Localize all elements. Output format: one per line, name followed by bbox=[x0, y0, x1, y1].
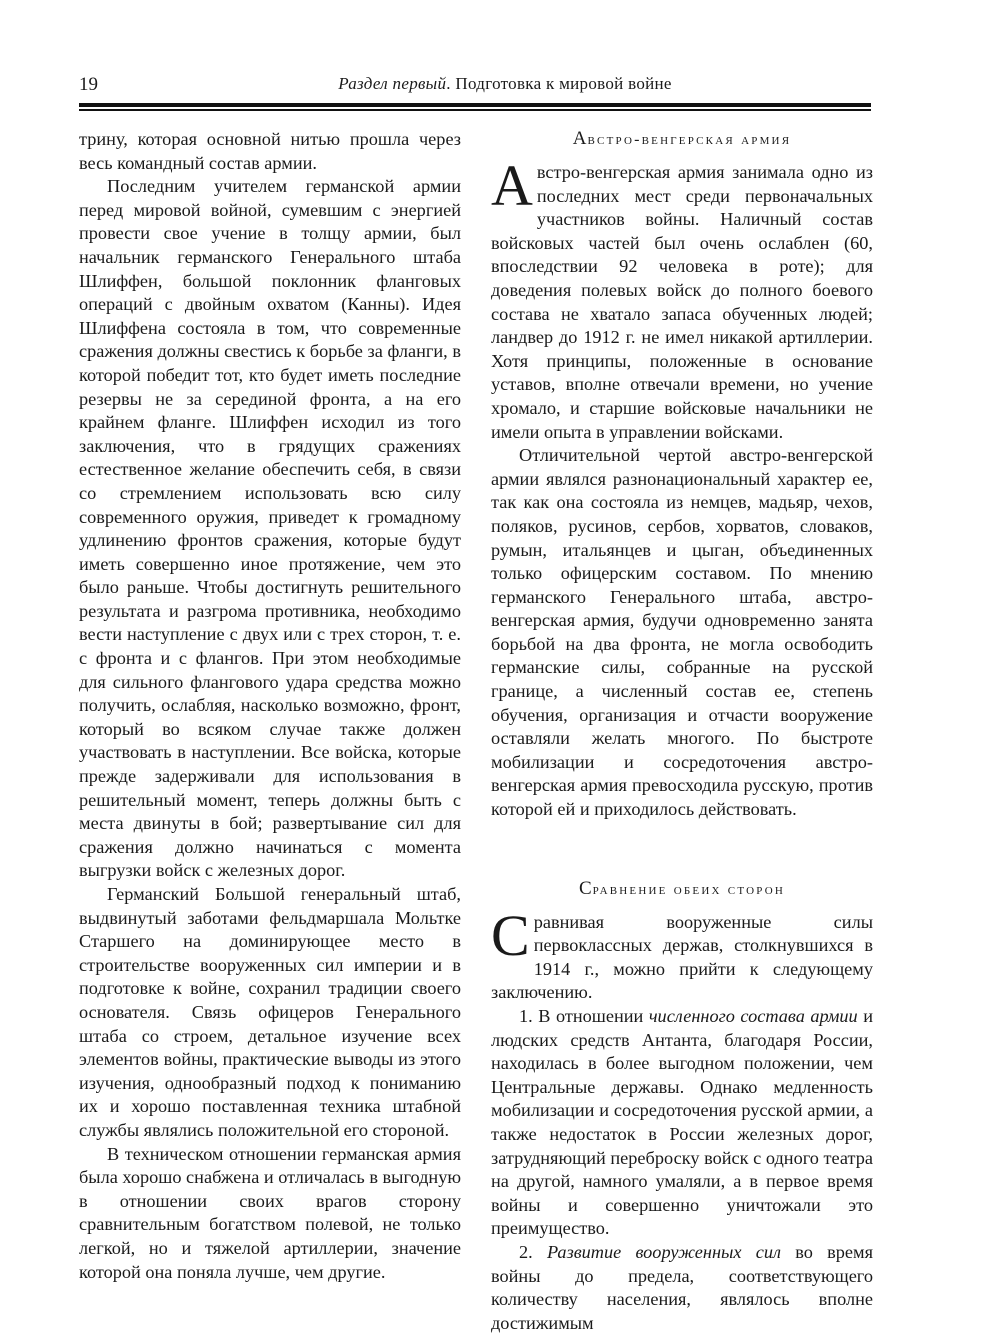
left-column bbox=[79, 128, 461, 1284]
paragraph: Отличительной чертой австро-венгерской армии являлся разнонациональный характер ее, так как она состояла из немцев, мадьяр, чехов, поляков, русинов, сербов, хорватов, словаков, румын, итальянцев и цыган, объединенных только офицерским составом. По мнению германского Генерального штаба, австро-венгерская армия, будучи одновременно занята борьбой на два фронта, не могла освободить германские силы, собранные на русской границе, а численный состав ее, степень обучения, организация и отчасти вооружение оставляли желать многого. По быстроте мобилизации и сосредоточения австро-венгерская армия превосходила русскую, против которой ей и приходилось действовать. bbox=[491, 445, 873, 820]
section-heading-comparison: Сравнение обеих сторон bbox=[578, 877, 785, 899]
paragraph: Германский Большой генеральный штаб, выдвинутый заботами фельдмаршала Мольтке Старшего на доминирующее место в строительстве вооруженных сил империи и в подготовке к войне, сохранил традиции своего основателя. Связь офицеров Генерального штаба со строем, детальное изучение всех элементов войны, практические выводы из этого изучения, однообразный подход к пониманию их и хорошо поставленная техника штабной службы являлись положительной его стороной. bbox=[79, 884, 461, 1140]
numbered-paragraph: 2. Развитие вооруженных сил во время войны до предела, соответствующего количеству населения, являлось вполне достижимым bbox=[491, 1241, 873, 1333]
right-column bbox=[491, 128, 873, 1335]
section-heading-austro-hungarian-army: Австро-венгерская армия bbox=[572, 128, 792, 149]
drop-cap: С bbox=[491, 902, 530, 968]
paragraph: Австро-венгерская армия занимала одно из последних мест среди первоначальных участников войны. Наличный состав войсковых частей был очень ослаблен (60, впоследствии 92 человека в роте); для доведения полевых войск до полного боевого состава не хватало запаса обученных людей; ландвер до 1912 г. не имел никакой артиллерии. Хотя принципы, положенные в основание уставов, вполне отвечали времени, но учение хромало, и старшие войсковые начальники не имели опыта в управлении войсками. bbox=[491, 153, 873, 442]
paragraph: В техническом отношении германская армия была хорошо снабжена и отличалась в выгодную в отношении своих врагов сторону сравнительным богатством полевой, не только легкой, но и тяжелой артиллерии, значение которой она поняла лучше, чем другие. bbox=[79, 1143, 461, 1282]
paragraph: Последним учителем германской армии перед мировой войной, сумевшим с энергией провести свое учение в толщу армии, был начальник германского Генерального штаба Шлиффен, большой поклонник фланговых операций с двойным охватом (Канны). Идея Шлиффена состояла в том, что современные сражения должны свестись к борьбе за фланги, в которой победит тот, кто будет иметь последние резервы не за серединой фронта, а на его крайнем фланге. Шлиффен исходил из того заключения, что в грядущих сражениях естественное желание обеспечить себя, в связи со стремлением использовать всю силу современного оружия, приведет к громадному удлинению фронтов сражения, которые будут иметь совершенно иное протяжение, чем это было раньше. Чтобы достигнуть решительного результата и разгрома противника, необходимо вести наступление с двух или с трех сторон, т. е. с фронта и с флангов. При этом необходимые для сильного флангового удара средства можно получить, ослабляя, насколько возможно, фронт, который во всяком случае также должен участвовать в наступлении. Все войска, которые прежде задерживали для использования в решительный момент, теперь должны быть с места двинуты в бой; развертывание сил для сражения должно начинаться с момента выгрузки войск с железных дорог. bbox=[79, 176, 461, 881]
running-title bbox=[79, 74, 871, 94]
drop-cap: А bbox=[491, 153, 533, 218]
running-title-part: Раздел первый bbox=[338, 74, 447, 93]
paragraph: трину, которая основной нитью прошла через весь командный состав армии. bbox=[79, 129, 461, 173]
paragraph: Сравнивая вооруженные силы первоклассных держав, столкнувшихся в 1914 г., можно прийти к следующему заключению. bbox=[491, 902, 873, 1003]
running-title-chapter: . Подготовка к мировой войне bbox=[446, 74, 672, 93]
header-rule-thin bbox=[79, 109, 871, 111]
header-rule-thick bbox=[79, 103, 871, 107]
running-header bbox=[79, 74, 871, 98]
numbered-paragraph: 1. В отношении численного состава армии и людских средств Антанта, благодаря России, находилась в более выгодном положении, чем Центральные державы. Однако медленность мобилизации и сосредоточения русской армии, а также недостаток в России железных дорог, затрудняющий переброску войск с одного театра на другой, намного умаляли, а в первое время войны и совершенно уничтожали это преимущество. bbox=[491, 1006, 873, 1239]
page-number: 19 bbox=[79, 74, 98, 95]
